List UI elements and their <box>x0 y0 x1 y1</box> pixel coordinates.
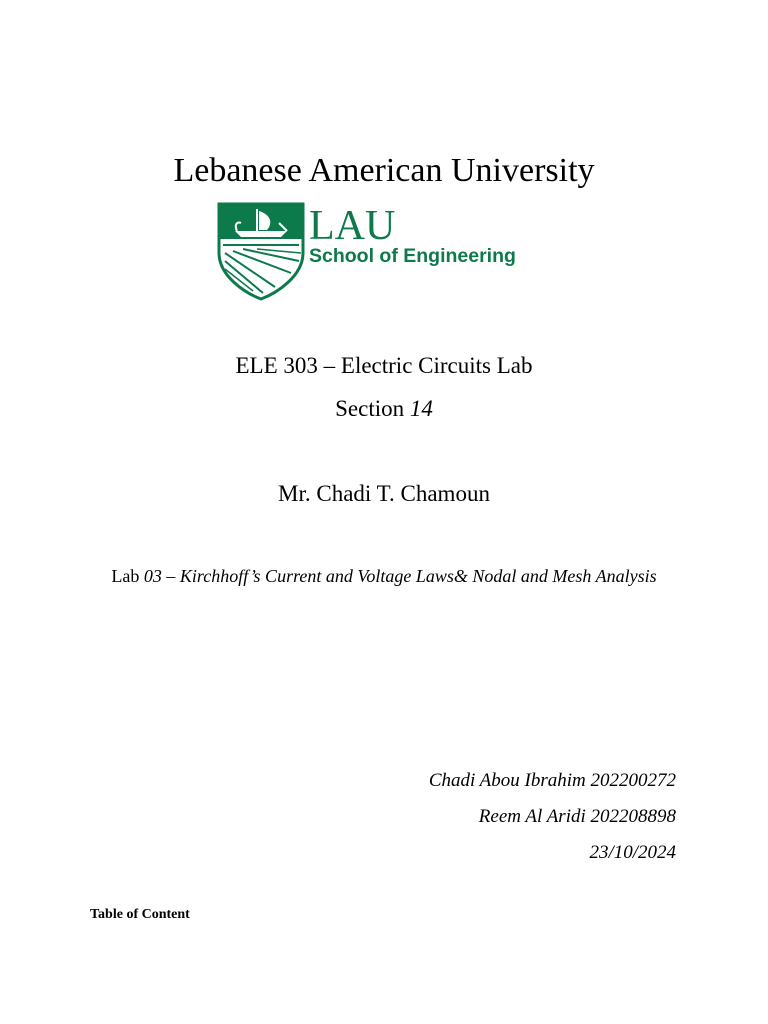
lab-title-text: 03 – Kirchhoff’s Current and Voltage Laws& Nodal and Mesh Analysis <box>143 566 657 586</box>
lab-title <box>100 563 668 589</box>
author-1: Chadi Abou Ibrahim 202200272 <box>428 770 676 791</box>
submission-date: 23/10/2024 <box>589 842 676 863</box>
section-label: Section <box>335 396 405 421</box>
table-of-content-heading: Table of Content <box>90 907 190 922</box>
author-2: Reem Al Aridi 202208898 <box>478 806 676 827</box>
section-number: 14 <box>409 396 433 421</box>
lau-wordmark: LAU <box>309 203 396 249</box>
lau-shield-icon <box>219 204 303 299</box>
course-title: ELE 303 – Electric Circuits Lab <box>235 353 533 378</box>
lau-logo <box>217 201 557 301</box>
course-section <box>0 395 768 423</box>
lab-prefix: Lab <box>111 566 140 586</box>
university-name: Lebanese American University <box>173 152 595 189</box>
lau-school-name: School of Engineering <box>309 245 516 267</box>
instructor-name: Mr. Chadi T. Chamoun <box>278 481 490 506</box>
